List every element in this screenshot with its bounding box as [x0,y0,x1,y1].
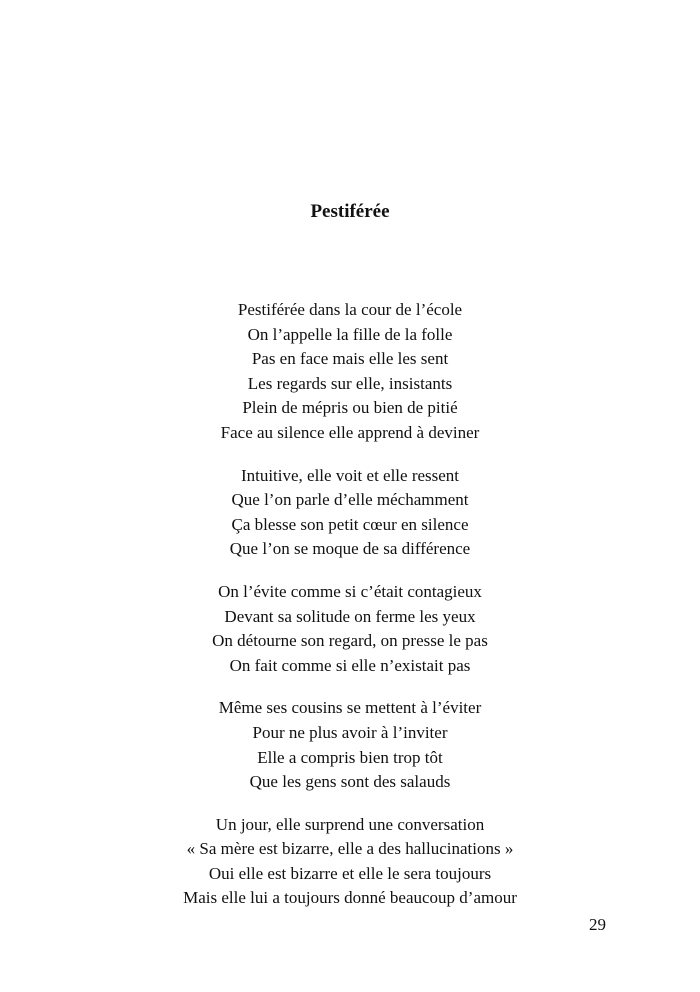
poem-line: Les regards sur elle, insistants [247,373,453,393]
stanza-2 [0,464,700,562]
page-number: 29 [589,915,606,934]
poem-body [0,298,700,929]
stanza-3 [0,580,700,678]
poem-line: Même ses cousins se mettent à l’éviter [218,698,482,718]
poem-line: Pour ne plus avoir à l’inviter [252,722,448,742]
poem-line: Face au silence elle apprend à deviner [220,422,480,442]
stanza-4 [0,696,700,794]
poem-line: « Sa mère est bizarre, elle a des hallucinations » [186,839,514,859]
stanza-1 [0,298,700,446]
poem-line: Pestiférée dans la cour de l’école [237,300,463,319]
poem-line: On fait comme si elle n’existait pas [229,655,471,675]
poem-line: Mais elle lui a toujours donné beaucoup d’amour [183,888,517,908]
poem-line: Elle a compris bien trop tôt [257,747,443,767]
poem-line: Plein de mépris ou bien de pitié [242,398,458,418]
poem-line: Ça blesse son petit cœur en silence [231,514,469,534]
poem-line: Que l’on parle d’elle méchamment [231,490,469,510]
poem-line: On l’appelle la fille de la folle [247,324,453,344]
poem-line: Que les gens sont des salauds [249,772,451,792]
poem-line: Que l’on se moque de sa différence [229,539,471,559]
poem-line: On détourne son regard, on presse le pas [212,631,488,651]
poem-line: On l’évite comme si c’était contagieux [218,581,482,601]
stanza-5 [0,813,700,911]
poem-line: Devant sa solitude on ferme les yeux [224,606,476,626]
poem-title: Pestiférée [310,201,390,222]
poem-line: Un jour, elle surprend une conversation [215,814,485,834]
poem-line: Oui elle est bizarre et elle le sera toujours [208,863,492,883]
poem-line: Intuitive, elle voit et elle ressent [240,465,460,485]
poem-line: Pas en face mais elle les sent [251,349,449,369]
